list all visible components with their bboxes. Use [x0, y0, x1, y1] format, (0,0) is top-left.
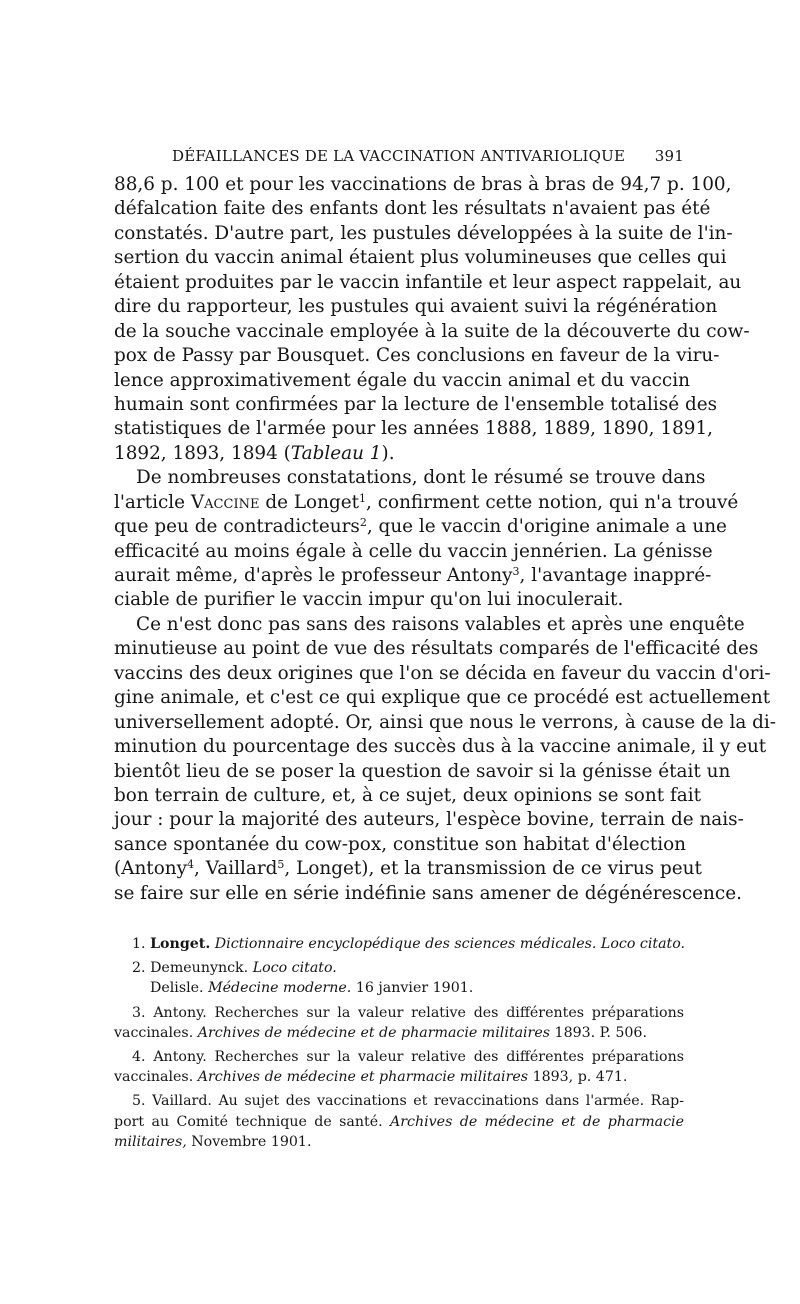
text-line: gine animale, et c'est ce qui explique que ce procédé est actuellement — [114, 687, 771, 709]
text-fragment: (Antony — [114, 858, 187, 880]
footnote-ref: 3 — [512, 565, 520, 578]
text-line — [114, 564, 712, 588]
text-fragment: ). — [381, 442, 395, 464]
text-line: dire du rapporteur, les pustules qui avaient suivi la régénération — [114, 296, 718, 318]
text-line: minution du pourcentage des succès dus à la vaccine animale, il y eut — [114, 736, 767, 758]
footnote-number: 1. — [132, 936, 146, 952]
footnote-ref: 1893, p. 471. — [532, 1069, 628, 1086]
text-fragment: , que le vaccin d'origine animale a une — [366, 516, 727, 538]
text-line — [114, 442, 684, 466]
text-line: défalcation faite des enfants dont les résultats n'avaient pas été — [114, 198, 711, 220]
text-line: De nombreuses constatations, dont le résumé se trouve dans — [136, 467, 706, 489]
text-fragment: , Vaillard — [194, 858, 278, 880]
footnote-1 — [114, 934, 684, 954]
footnote-3 — [114, 1003, 684, 1043]
page-number: 391 — [654, 147, 684, 165]
text-fragment: 1892, 1893, 1894 ( — [114, 442, 291, 464]
footnote-date: Novembre 1901. — [191, 1133, 312, 1150]
text-line — [114, 491, 739, 515]
text-line: sertion du vaccin animal étaient plus volumineuses que celles qui — [114, 247, 727, 269]
footnote-title: Dictionnaire encyclopédique des sciences médicales. Loco citato. — [214, 936, 686, 952]
text-line: efficacité au moins égale à celle du vaccin jennérien. La génisse — [114, 540, 713, 562]
footnote-text: port au Comité technique de santé. — [114, 1113, 383, 1130]
footnote-author: Vaillard. — [152, 1093, 212, 1110]
footnote-text: Au sujet des vaccinations et revaccinations dans l'armée. Rap- — [218, 1093, 684, 1110]
text-line: Ce n'est donc pas sans des raisons valables et après une enquête — [136, 613, 745, 635]
footnote-text: Recherches sur la valeur relative des différentes préparations — [214, 1048, 685, 1065]
footnote-author: Antony. — [153, 1004, 207, 1021]
footnote-journal: Archives de médecine et pharmacie militaires — [197, 1069, 529, 1086]
text-line: statistiques de l'armée pour les années 1888, 1889, 1890, 1891, — [114, 418, 714, 440]
text-fragment: de Longet — [259, 491, 359, 513]
text-line: de la souche vaccinale employée à la suite de la découverte du cow- — [114, 320, 750, 342]
text-line: universellement adopté. Or, ainsi que nous le verrons, à cause de la di- — [114, 711, 776, 733]
text-line — [114, 857, 702, 881]
footnote-text: Recherches sur la valeur relative des différentes préparations — [214, 1004, 685, 1021]
text-line: sance spontanée du cow-pox, constitue son habitat d'élection — [114, 833, 687, 855]
footnote-ref: 4 — [187, 858, 194, 872]
footnote-line — [114, 978, 684, 998]
text-line: pox de Passy par Bousquet. Ces conclusions en faveur de la viru- — [114, 345, 720, 367]
text-line: 88,6 p. 100 et pour les vaccinations de bras à bras de 94,7 p. 100, — [114, 174, 732, 195]
footnote-author: Longet. — [150, 936, 211, 952]
footnote-line — [114, 958, 684, 978]
running-head-title: DÉFAILLANCES DE LA VACCINATION ANTIVARIOLIQUE — [172, 147, 626, 165]
text-line: jour : pour la majorité des auteurs, l'espèce bovine, terrain de nais- — [114, 809, 744, 831]
body-text — [114, 173, 776, 906]
footnote-author: Antony. — [153, 1048, 207, 1065]
footnote-line — [114, 1132, 684, 1152]
footnote-author: Demeunynck. — [150, 960, 249, 977]
text-line: étaient produites par le vaccin infantile et leur aspect rappelait, au — [114, 271, 742, 293]
footnote-journal: militaires, — [114, 1133, 187, 1150]
footnote-ref: 5 — [277, 858, 285, 872]
text-fragment: l'article — [114, 491, 191, 513]
footnote-number: 4. — [132, 1048, 146, 1065]
footnote-2 — [114, 958, 684, 998]
footnote-line — [114, 1023, 684, 1043]
footnote-journal: Archives de médecine et de pharmacie — [390, 1113, 684, 1130]
footnotes — [114, 934, 684, 1156]
text-line: vaccins des deux origines que l'on se décida en faveur du vaccin d'ori- — [114, 662, 771, 684]
footnote-5 — [114, 1091, 684, 1152]
footnote-ref: 1 — [359, 491, 366, 505]
footnote-date: 16 janvier 1901. — [355, 980, 474, 997]
text-line: ciable de purifier le vaccin impur qu'on lui inoculerait. — [114, 589, 624, 611]
text-line: bientôt lieu de se poser la question de savoir si la génisse était un — [114, 760, 731, 782]
footnote-number: 3. — [132, 1004, 146, 1021]
footnote-line — [114, 1067, 684, 1087]
footnote-line — [114, 934, 684, 954]
text-fragment: , l'avantage inappré- — [519, 565, 712, 586]
footnote-line — [114, 1112, 684, 1132]
text-fragment: , Longet), et la transmission de ce virus peut — [284, 858, 702, 880]
footnote-text: vaccinales. — [114, 1024, 194, 1041]
text-line: lence approximativement égale du vaccin animal et du vaccin — [114, 369, 690, 391]
article-name: Vaccine — [190, 491, 260, 513]
footnote-ref: 1893. P. 506. — [554, 1024, 647, 1041]
text-line: se faire sur elle en série indéfinie sans amener de dégénérescence. — [114, 882, 742, 904]
footnote-author: Delisle. — [150, 980, 204, 997]
footnote-title: Loco citato. — [252, 960, 337, 977]
footnote-line — [114, 1047, 684, 1067]
table-reference: Tableau 1 — [290, 442, 382, 464]
footnote-ref: 2 — [359, 516, 367, 530]
text-line: humain sont confirmées par la lecture de l'ensemble totalisé des — [114, 393, 718, 415]
text-line — [114, 515, 727, 539]
footnote-4 — [114, 1047, 684, 1087]
footnote-title: Médecine moderne. — [208, 980, 352, 997]
footnote-number: 5. — [132, 1093, 146, 1110]
footnote-number: 2. — [132, 960, 146, 977]
text-fragment: que peu de contradicteurs — [114, 516, 360, 538]
footnote-journal: Archives de médecine et de pharmacie militaires — [197, 1024, 551, 1041]
running-head — [172, 146, 684, 166]
text-line: minutieuse au point de vue des résultats comparés de l'efficacité des — [114, 638, 759, 660]
footnote-line — [114, 1003, 684, 1023]
text-fragment: aurait même, d'après le professeur Antony — [114, 565, 513, 586]
text-line: bon terrain de culture, et, à ce sujet, deux opinions se sont fait — [114, 784, 701, 806]
footnote-text: vaccinales. — [114, 1069, 194, 1086]
text-fragment: , confirment cette notion, qui n'a trouvé — [366, 491, 739, 513]
footnote-line — [114, 1091, 684, 1111]
text-line: constatés. D'autre part, les pustules développées à la suite de l'in- — [114, 222, 733, 244]
